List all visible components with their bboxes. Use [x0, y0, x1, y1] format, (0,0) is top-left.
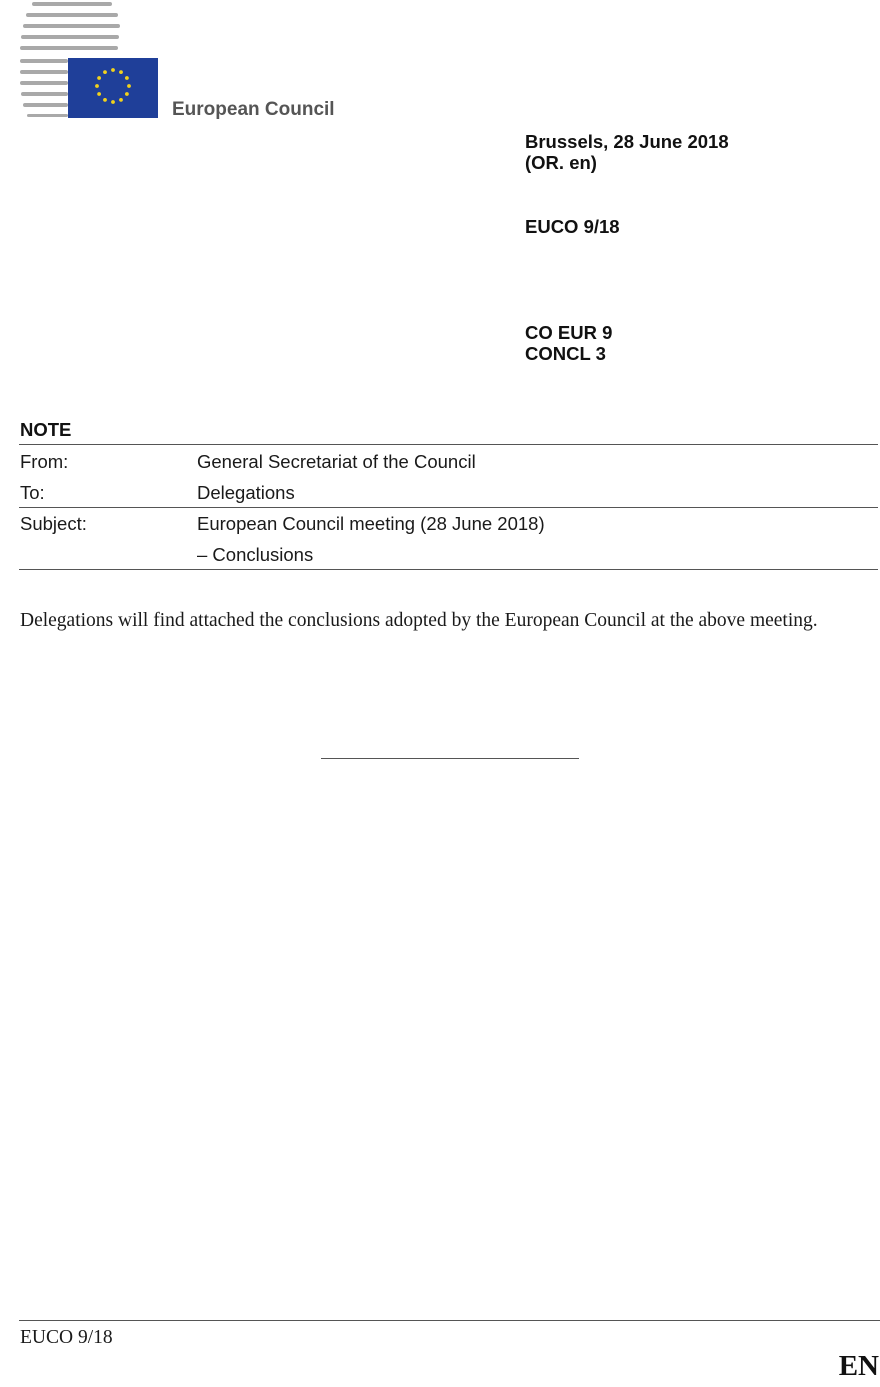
- footer-divider: [19, 1320, 880, 1321]
- from-label: From:: [20, 451, 69, 472]
- footer-language-code: EN: [838, 1350, 879, 1382]
- document-date-block: [525, 131, 729, 173]
- note-heading: NOTE: [20, 419, 72, 440]
- to-label: To:: [20, 482, 45, 503]
- organisation-name: European Council: [172, 99, 335, 120]
- end-of-text-line: [321, 758, 579, 759]
- classification-block: [525, 322, 612, 364]
- to-value: Delegations: [197, 482, 295, 503]
- document-code: EUCO 9/18: [525, 216, 620, 237]
- subject-value: European Council meeting (28 June 2018): [197, 513, 545, 534]
- body-paragraph: Delegations will find attached the conclusions adopted by the European Council at the above meeting.: [20, 610, 818, 631]
- footer-reference: EUCO 9/18: [20, 1327, 113, 1348]
- from-value: General Secretariat of the Council: [197, 451, 476, 472]
- divider: [19, 444, 878, 445]
- eu-flag-logo-icon: [18, 0, 163, 122]
- original-language: (OR. en): [525, 152, 597, 173]
- divider: [19, 507, 878, 508]
- classification-1: CO EUR 9: [525, 322, 613, 343]
- divider: [19, 569, 878, 570]
- subject-label: Subject:: [20, 513, 87, 534]
- subject-value-continued: – Conclusions: [197, 544, 314, 565]
- classification-2: CONCL 3: [525, 343, 606, 364]
- document-date: Brussels, 28 June 2018: [525, 131, 729, 152]
